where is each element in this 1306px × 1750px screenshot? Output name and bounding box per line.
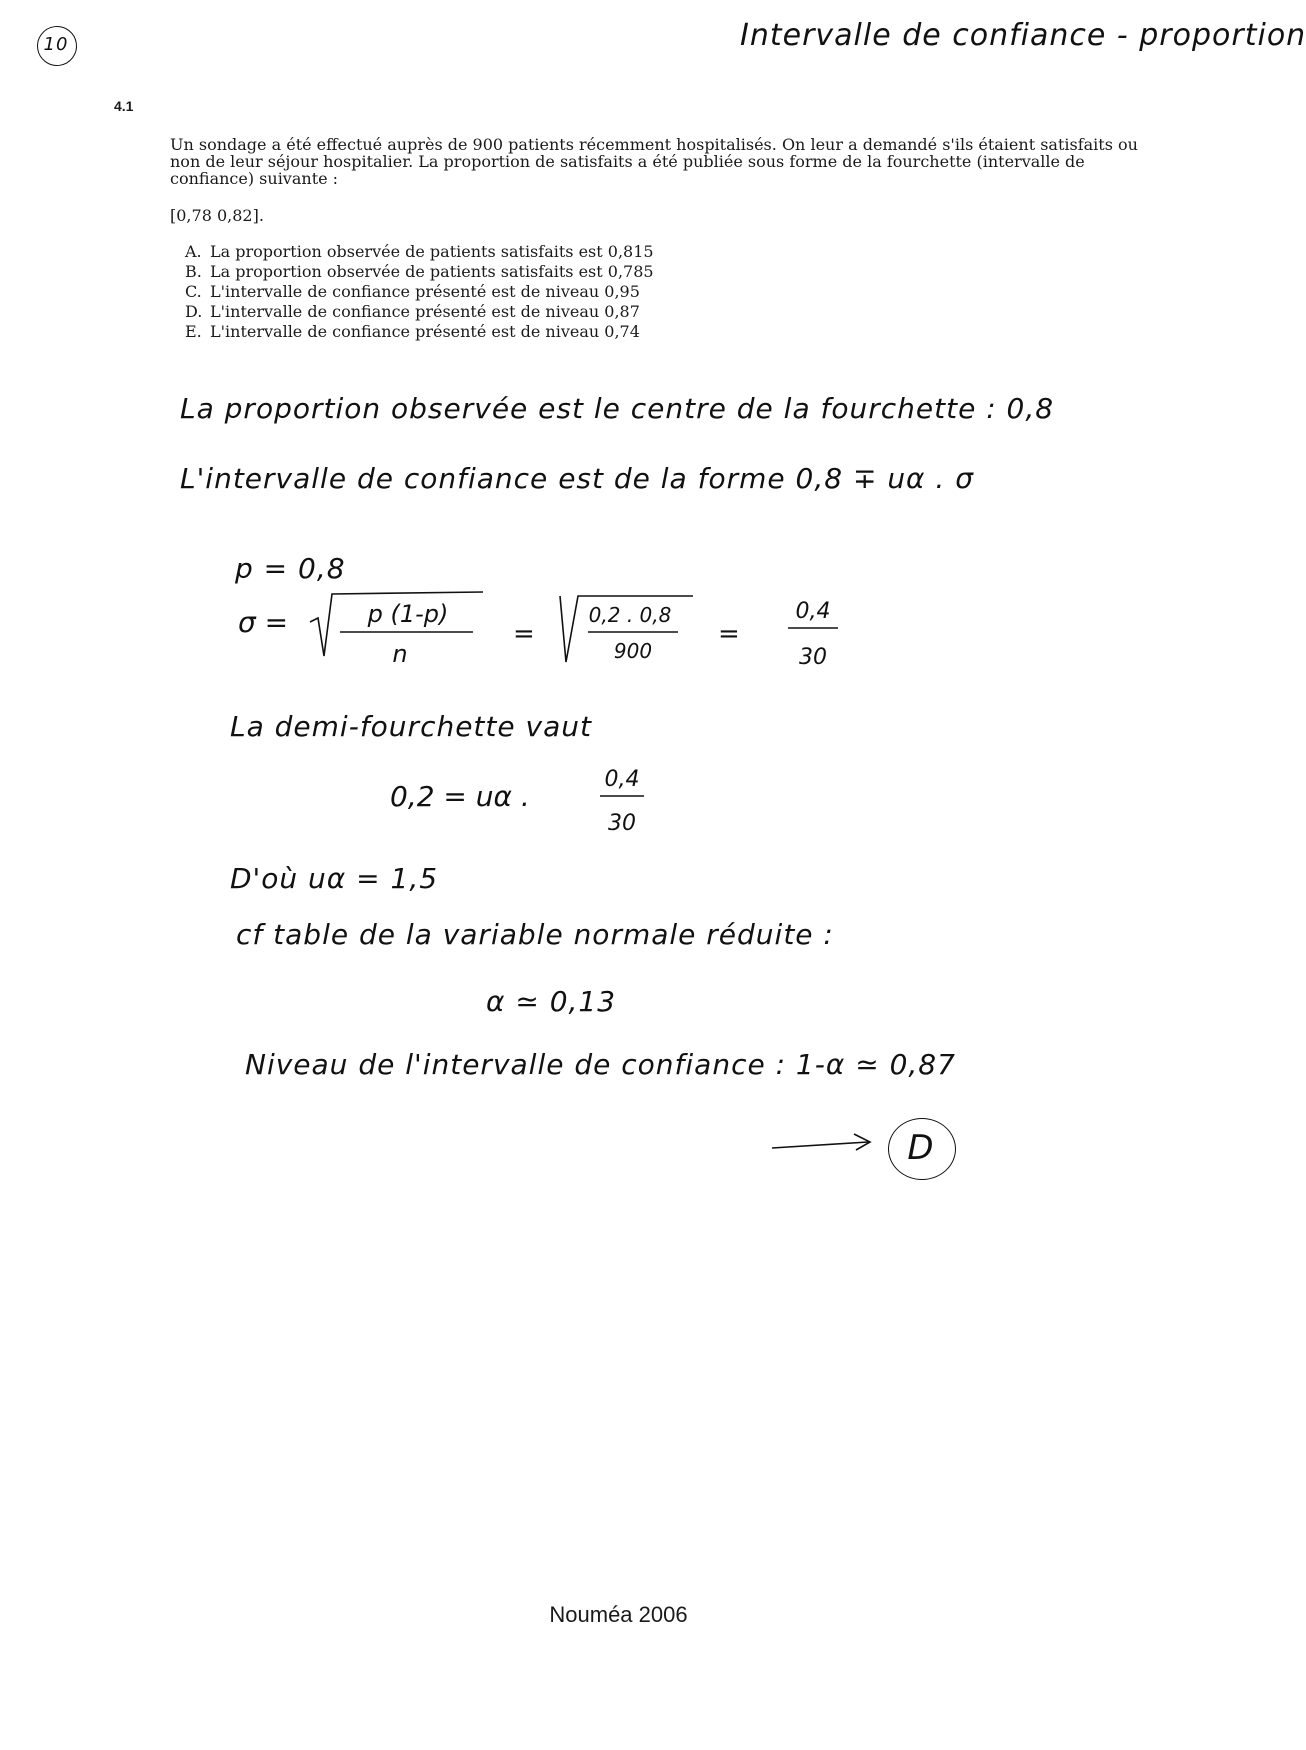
sigma-lhs: σ = — [238, 606, 289, 639]
sigma-num-2: 0,2 . 0,8 — [588, 603, 672, 627]
equals-1: = — [513, 619, 535, 649]
sigma-formula — [228, 582, 888, 672]
final-answer: D — [907, 1128, 935, 1168]
solution-u-alpha: D'où uα = 1,5 — [230, 862, 439, 895]
option-letter: E. — [185, 322, 202, 341]
half-num: 0,4 — [604, 767, 640, 792]
sigma-num-1: p (1-p) — [367, 600, 449, 628]
half-lhs: 0,2 = uα . — [390, 780, 530, 813]
option-e — [185, 322, 654, 342]
question-intro: Un sondage a été effectué auprès de 900 patients récemment hospitalisés. On leur a demandé s'ils étaient satisfaits ou non de leur séjour hospitalier. La proportion de satisfaits a été publiée sous forme de la fourchette (intervalle de confiance) suivante : — [170, 135, 1138, 188]
option-text: La proportion observée de patients satisfaits est 0,815 — [210, 242, 654, 261]
option-d — [185, 302, 654, 322]
solution-table-reference: cf table de la variable normale réduite : — [236, 918, 834, 951]
sigma-num-3: 0,4 — [795, 599, 831, 624]
sigma-den-3: 30 — [799, 645, 827, 670]
equals-2: = — [718, 619, 740, 649]
option-a — [185, 242, 654, 262]
option-text: L'intervalle de confiance présenté est de niveau 0,95 — [210, 282, 640, 301]
option-c — [185, 282, 654, 302]
solution-half-interval-label: La demi-fourchette vaut — [230, 710, 592, 743]
half-den: 30 — [608, 811, 636, 836]
option-text: L'intervalle de confiance présenté est de niveau 0,87 — [210, 302, 640, 321]
option-letter: C. — [185, 282, 202, 301]
solution-alpha: α ≃ 0,13 — [486, 985, 617, 1018]
page-number: 10 — [43, 34, 69, 55]
solution-line-observed-proportion: La proportion observée est le centre de la fourchette : 0,8 — [180, 392, 1055, 425]
footer-location-year: Nouméa 2006 — [549, 1602, 688, 1627]
option-letter: D. — [185, 302, 203, 321]
solution-line-interval-form: L'intervalle de confiance est de la forme 0,8 ∓ uα . σ — [180, 462, 974, 495]
arrow-right-icon — [770, 1130, 880, 1160]
answer-options — [185, 242, 654, 342]
sigma-den-2: 900 — [613, 639, 653, 663]
question-number: 4.1 — [114, 98, 134, 114]
option-text: L'intervalle de confiance présenté est de niveau 0,74 — [210, 322, 640, 341]
topic-title: Intervalle de confiance - proportion — [740, 18, 1306, 53]
sigma-den-1: n — [392, 640, 408, 668]
option-b — [185, 262, 654, 282]
confidence-interval: [0,78 0,82]. — [170, 206, 264, 225]
option-letter: B. — [185, 262, 202, 281]
solution-p-value: p = 0,8 — [235, 552, 346, 585]
option-letter: A. — [185, 242, 202, 261]
half-interval-formula — [380, 760, 680, 840]
option-text: La proportion observée de patients satisfaits est 0,785 — [210, 262, 654, 281]
solution-confidence-level: Niveau de l'intervalle de confiance : 1-α ≃ 0,87 — [245, 1048, 956, 1081]
